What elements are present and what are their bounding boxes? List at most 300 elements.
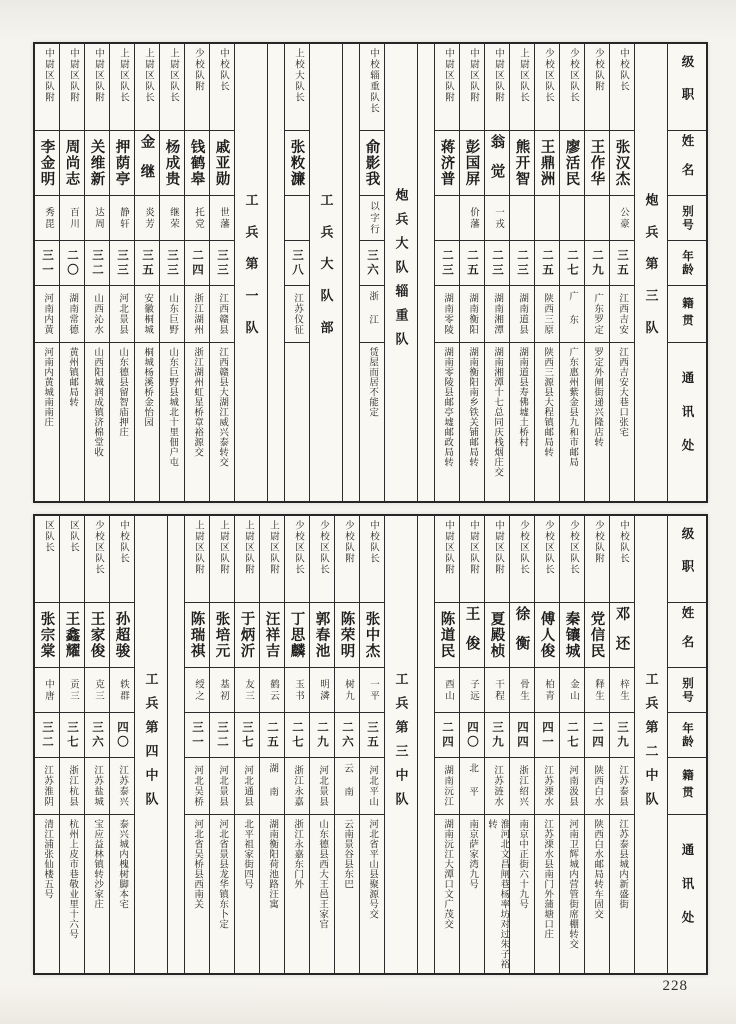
person-name-text: 丁思麟 bbox=[288, 611, 305, 659]
native-place-cell bbox=[585, 758, 609, 815]
alias-text: 静轩 bbox=[117, 206, 128, 230]
person-column bbox=[209, 516, 234, 973]
rank-cell bbox=[285, 516, 309, 603]
person-column bbox=[534, 516, 559, 973]
person-name-text: 秦镶城 bbox=[563, 611, 580, 659]
rank-cell bbox=[35, 516, 59, 603]
alias-text: 金山 bbox=[567, 678, 578, 702]
header-age-label: 年龄 bbox=[668, 713, 706, 758]
person-column bbox=[184, 516, 209, 973]
address-text: 宝应益林镇转沙家庄 bbox=[92, 819, 103, 909]
alias-text: 中唐 bbox=[42, 678, 53, 702]
native-place-text: 江西吉安 bbox=[617, 293, 628, 335]
address-text: 罗定外闸街递兴隆店转 bbox=[592, 347, 603, 447]
name-cell bbox=[60, 131, 84, 196]
native-place-text: 山西沁水 bbox=[92, 293, 103, 335]
address-cell bbox=[485, 815, 509, 973]
address-cell bbox=[285, 343, 309, 501]
name-cell bbox=[210, 603, 234, 668]
age-text: 二六 bbox=[341, 720, 353, 750]
age-text: 三二 bbox=[216, 720, 228, 750]
rank-cell bbox=[185, 44, 209, 131]
rank-text: 中校队长 bbox=[617, 48, 628, 92]
age-text: 二四 bbox=[191, 248, 203, 278]
address-cell bbox=[560, 815, 584, 973]
address-text: 湖南零陵县邮亭墟邮政局转 bbox=[442, 347, 453, 467]
person-name-text: 熊开智 bbox=[513, 139, 530, 187]
person-column bbox=[234, 516, 259, 973]
rank-cell bbox=[260, 516, 284, 603]
address-cell bbox=[110, 343, 134, 501]
address-cell bbox=[285, 815, 309, 973]
rank-text: 中尉区队附 bbox=[492, 520, 503, 575]
alias-cell bbox=[535, 668, 559, 713]
alias-text: 以字行 bbox=[367, 200, 378, 236]
person-name-text: 王俊 bbox=[463, 605, 480, 665]
rank-cell bbox=[310, 516, 334, 603]
person-name-text: 党信民 bbox=[588, 611, 605, 659]
rank-cell bbox=[610, 44, 634, 131]
address-text: 云南景谷县东巴 bbox=[342, 819, 353, 889]
alias-text: 柏青 bbox=[542, 678, 553, 702]
name-cell bbox=[235, 603, 259, 668]
address-text: 浙江永嘉东门外 bbox=[292, 819, 303, 889]
address-cell bbox=[510, 815, 534, 973]
header-native-label: 籍贯 bbox=[668, 758, 706, 815]
age-text: 三九 bbox=[491, 720, 503, 750]
name-cell bbox=[185, 131, 209, 196]
name-cell bbox=[610, 131, 634, 196]
alias-text: 树九 bbox=[342, 678, 353, 702]
address-text: 河南卫辉城内营管街席棚转交 bbox=[567, 819, 578, 949]
rank-text: 上尉区队长 bbox=[142, 48, 153, 103]
person-name-text: 廖活民 bbox=[563, 139, 580, 187]
alias-cell bbox=[210, 668, 234, 713]
person-column bbox=[359, 516, 384, 973]
rank-text: 上尉区队长 bbox=[167, 48, 178, 103]
address-cell bbox=[510, 343, 534, 501]
address-text: 江苏泰县城内新盛街 bbox=[617, 819, 628, 909]
person-column bbox=[559, 516, 584, 973]
header-rank-label: 级职 bbox=[668, 44, 706, 131]
address-cell bbox=[535, 815, 559, 973]
name-cell bbox=[360, 131, 384, 196]
name-cell bbox=[285, 603, 309, 668]
age-text: 二七 bbox=[566, 248, 578, 278]
age-text: 三三 bbox=[216, 248, 228, 278]
name-cell bbox=[35, 131, 59, 196]
native-place-cell bbox=[110, 286, 134, 343]
alias-cell bbox=[35, 196, 59, 241]
native-place-text: 江苏淮阴 bbox=[42, 765, 53, 807]
person-column bbox=[134, 44, 159, 501]
rank-text: 中尉区队附 bbox=[442, 520, 453, 575]
age-cell bbox=[285, 713, 309, 758]
age-cell bbox=[160, 241, 184, 286]
address-cell bbox=[210, 343, 234, 501]
alias-cell bbox=[335, 668, 359, 713]
rank-cell bbox=[610, 516, 634, 603]
name-cell bbox=[160, 131, 184, 196]
alias-text: 梓生 bbox=[617, 678, 628, 702]
rank-cell bbox=[235, 516, 259, 603]
address-cell bbox=[260, 815, 284, 973]
rank-text: 少校区队长 bbox=[517, 520, 528, 575]
age-cell bbox=[60, 713, 84, 758]
address-text: 淮河北文昌闸巷杨率坊对过朱子裕转 bbox=[486, 819, 509, 969]
name-cell bbox=[510, 603, 534, 668]
age-cell bbox=[60, 241, 84, 286]
address-cell bbox=[185, 815, 209, 973]
native-place-text: 浙江杭县 bbox=[67, 765, 78, 807]
address-cell bbox=[435, 343, 459, 501]
native-place-cell bbox=[510, 758, 534, 815]
native-place-text: 江苏仪征 bbox=[292, 293, 303, 335]
age-text: 二三 bbox=[516, 248, 528, 278]
person-name-text: 张敉濂 bbox=[288, 139, 305, 187]
rank-text: 区队长 bbox=[67, 520, 78, 553]
native-place-text: 陕西白水 bbox=[592, 765, 603, 807]
header-age-label: 年龄 bbox=[668, 241, 706, 286]
native-place-text: 江苏泰兴 bbox=[117, 765, 128, 807]
age-text: 三二 bbox=[41, 720, 53, 750]
address-text: 河北省景县龙华镇东卜定 bbox=[217, 819, 228, 929]
alias-cell bbox=[185, 668, 209, 713]
person-name-text: 王作华 bbox=[588, 139, 605, 187]
alias-cell bbox=[610, 196, 634, 241]
alias-cell bbox=[85, 196, 109, 241]
header-address-label: 通讯处 bbox=[680, 843, 694, 945]
address-cell bbox=[535, 343, 559, 501]
native-place-text: 浙江 bbox=[367, 290, 378, 338]
native-place-text: 湖南常德 bbox=[67, 293, 78, 335]
name-cell bbox=[535, 131, 559, 196]
native-place-text: 湖南湘潭 bbox=[492, 293, 503, 335]
spacer-column bbox=[167, 516, 184, 973]
alias-text: 基初 bbox=[217, 678, 228, 702]
rank-cell bbox=[535, 44, 559, 131]
name-cell bbox=[85, 603, 109, 668]
alias-cell bbox=[610, 668, 634, 713]
age-cell bbox=[435, 713, 459, 758]
alias-cell bbox=[510, 668, 534, 713]
person-column bbox=[584, 516, 609, 973]
person-column bbox=[434, 516, 459, 973]
native-place-cell bbox=[485, 758, 509, 815]
name-cell bbox=[335, 603, 359, 668]
rank-cell bbox=[510, 516, 534, 603]
person-column bbox=[509, 44, 534, 501]
address-text: 湖南湘潭十七总同庆栈烟庄交 bbox=[492, 347, 503, 477]
alias-cell bbox=[110, 196, 134, 241]
rank-cell bbox=[285, 44, 309, 131]
rank-text: 少校区队长 bbox=[567, 48, 578, 103]
address-text: 南京中正街六十九号 bbox=[517, 819, 528, 909]
name-cell bbox=[310, 603, 334, 668]
age-text: 三八 bbox=[291, 248, 303, 278]
native-place-cell bbox=[110, 758, 134, 815]
address-cell bbox=[35, 343, 59, 501]
rank-cell bbox=[210, 44, 234, 131]
alias-text: 百川 bbox=[67, 206, 78, 230]
alias-cell bbox=[310, 668, 334, 713]
age-text: 二四 bbox=[441, 720, 453, 750]
person-column bbox=[209, 44, 234, 501]
section-label-column bbox=[384, 44, 417, 501]
rank-cell bbox=[85, 44, 109, 131]
rank-text: 中尉区队附 bbox=[467, 520, 478, 575]
native-place-text: 湖南衡阳 bbox=[467, 293, 478, 335]
rank-cell bbox=[460, 44, 484, 131]
native-place-cell bbox=[185, 286, 209, 343]
address-cell bbox=[460, 343, 484, 501]
age-cell bbox=[360, 241, 384, 286]
rank-cell bbox=[35, 44, 59, 131]
field-header-column bbox=[667, 516, 706, 973]
native-place-text: 浙江湖州 bbox=[192, 293, 203, 335]
address-cell bbox=[610, 343, 634, 501]
person-column bbox=[159, 44, 184, 501]
section-label-text: 工兵第四中队 bbox=[143, 672, 159, 817]
native-place-text: 河北通县 bbox=[242, 765, 253, 807]
age-text: 二五 bbox=[266, 720, 278, 750]
age-text: 三二 bbox=[91, 248, 103, 278]
person-name-text: 周尚志 bbox=[63, 139, 80, 187]
spacer-column bbox=[417, 44, 434, 501]
age-cell bbox=[185, 713, 209, 758]
header-alias-label: 别号 bbox=[668, 196, 706, 241]
alias-cell bbox=[460, 668, 484, 713]
header-name-label: 姓名 bbox=[668, 131, 706, 196]
rank-text: 中尉区队附 bbox=[42, 48, 53, 103]
native-place-text: 江苏盐城 bbox=[92, 765, 103, 807]
address-text: 陕西白水邮局转车固交 bbox=[592, 819, 603, 919]
address-text: 赁屋而居不能定 bbox=[367, 347, 378, 417]
age-text: 三六 bbox=[91, 720, 103, 750]
header-alias-label: 别号 bbox=[668, 668, 706, 713]
person-name-text: 杨成贵 bbox=[163, 139, 180, 187]
age-cell bbox=[360, 713, 384, 758]
person-column bbox=[609, 516, 634, 973]
alias-text: 子远 bbox=[467, 678, 478, 702]
native-place-cell bbox=[535, 286, 559, 343]
alias-text: 轶群 bbox=[117, 678, 128, 702]
person-column bbox=[309, 516, 334, 973]
alias-cell bbox=[135, 196, 159, 241]
alias-text: 干程 bbox=[492, 678, 503, 702]
person-name-text: 王家俊 bbox=[88, 611, 105, 659]
name-cell bbox=[360, 603, 384, 668]
address-cell bbox=[110, 815, 134, 973]
name-cell bbox=[485, 603, 509, 668]
rank-text: 少校区队长 bbox=[567, 520, 578, 575]
age-text: 二三 bbox=[491, 248, 503, 278]
section-label-text: 炮兵第三队 bbox=[643, 192, 659, 353]
person-column bbox=[334, 516, 359, 973]
age-cell bbox=[585, 713, 609, 758]
age-text: 三三 bbox=[116, 248, 128, 278]
age-cell bbox=[435, 241, 459, 286]
alias-text: 公豪 bbox=[617, 206, 628, 230]
person-name-text: 汪祥吉 bbox=[263, 611, 280, 659]
native-place-cell bbox=[435, 286, 459, 343]
age-text: 二七 bbox=[566, 720, 578, 750]
rank-cell bbox=[335, 516, 359, 603]
rank-text: 上尉区队附 bbox=[192, 520, 203, 575]
rank-cell bbox=[585, 516, 609, 603]
alias-cell bbox=[60, 668, 84, 713]
field-header-column bbox=[667, 44, 706, 501]
person-column bbox=[284, 516, 309, 973]
address-text: 山东德县留智庙押庄 bbox=[117, 347, 128, 437]
native-place-text: 河北景县 bbox=[217, 765, 228, 807]
age-text: 三一 bbox=[41, 248, 53, 278]
address-cell bbox=[85, 343, 109, 501]
age-cell bbox=[485, 241, 509, 286]
age-cell bbox=[85, 241, 109, 286]
alias-cell bbox=[485, 668, 509, 713]
alias-text: 一平 bbox=[367, 678, 378, 702]
native-place-cell bbox=[560, 758, 584, 815]
person-column bbox=[434, 44, 459, 501]
address-text: 泰兴城内槐树脚本宅 bbox=[117, 819, 128, 909]
alias-cell bbox=[535, 196, 559, 241]
age-text: 二三 bbox=[441, 248, 453, 278]
person-name-text: 戚亚勋 bbox=[213, 139, 230, 187]
person-column bbox=[534, 44, 559, 501]
rank-cell bbox=[585, 44, 609, 131]
person-name-text: 张中杰 bbox=[363, 611, 380, 659]
native-place-cell bbox=[535, 758, 559, 815]
section-label-column bbox=[309, 44, 342, 501]
age-text: 三七 bbox=[241, 720, 253, 750]
native-place-cell bbox=[485, 286, 509, 343]
age-text: 三五 bbox=[141, 248, 153, 278]
person-column bbox=[59, 516, 84, 973]
address-cell bbox=[210, 815, 234, 973]
address-cell bbox=[60, 815, 84, 973]
rank-text: 上校大队长 bbox=[292, 48, 303, 103]
person-name-text: 张汉杰 bbox=[613, 139, 630, 187]
person-name-text: 陈瑞祺 bbox=[188, 611, 205, 659]
rank-text: 少校区队长 bbox=[542, 48, 553, 103]
age-cell bbox=[260, 713, 284, 758]
native-place-cell bbox=[310, 758, 334, 815]
spacer-column bbox=[417, 516, 434, 973]
name-cell bbox=[110, 131, 134, 196]
rank-text: 区队长 bbox=[42, 520, 53, 553]
alias-cell bbox=[110, 668, 134, 713]
person-column bbox=[109, 516, 134, 973]
rank-cell bbox=[435, 44, 459, 131]
address-text: 陕西三源县大程镇邮局转 bbox=[542, 347, 553, 457]
age-cell bbox=[535, 241, 559, 286]
age-cell bbox=[35, 713, 59, 758]
name-cell bbox=[35, 603, 59, 668]
age-cell bbox=[460, 713, 484, 758]
section-label-text: 工兵大队部 bbox=[318, 192, 334, 353]
rank-text: 上尉区队附 bbox=[267, 520, 278, 575]
alias-cell bbox=[460, 196, 484, 241]
person-column bbox=[559, 44, 584, 501]
person-column bbox=[459, 44, 484, 501]
rank-text: 中校队长 bbox=[217, 48, 228, 92]
alias-text: 继荣 bbox=[167, 206, 178, 230]
age-text: 二九 bbox=[316, 720, 328, 750]
address-text: 江苏溧水县南门外蒲塘口庄 bbox=[542, 819, 553, 939]
header-name-label: 姓名 bbox=[668, 603, 706, 668]
age-text: 四〇 bbox=[116, 720, 128, 750]
section-label-column bbox=[384, 516, 417, 973]
alias-cell bbox=[160, 196, 184, 241]
alias-text: 达周 bbox=[92, 206, 103, 230]
person-column bbox=[509, 516, 534, 973]
rank-text: 少校队附 bbox=[592, 520, 603, 564]
rank-cell bbox=[360, 516, 384, 603]
section-label-column bbox=[634, 516, 667, 973]
alias-cell bbox=[560, 668, 584, 713]
alias-text: 骨生 bbox=[517, 678, 528, 702]
age-text: 二五 bbox=[466, 248, 478, 278]
roster-table-upper bbox=[33, 42, 708, 503]
address-text: 河北省平山县聚源号交 bbox=[367, 819, 378, 919]
rank-text: 少校区队长 bbox=[317, 520, 328, 575]
native-place-cell bbox=[585, 286, 609, 343]
alias-cell bbox=[285, 196, 309, 241]
person-column bbox=[59, 44, 84, 501]
alias-text: 克三 bbox=[92, 678, 103, 702]
age-cell bbox=[610, 713, 634, 758]
alias-cell bbox=[510, 196, 534, 241]
address-text: 清江浦张仙楼五号 bbox=[42, 819, 53, 899]
person-name-text: 陈荣明 bbox=[338, 611, 355, 659]
address-cell bbox=[435, 815, 459, 973]
alias-cell bbox=[235, 668, 259, 713]
address-cell bbox=[460, 815, 484, 973]
age-text: 四〇 bbox=[466, 720, 478, 750]
native-place-text: 河北景县 bbox=[317, 765, 328, 807]
alias-cell bbox=[585, 668, 609, 713]
age-text: 四四 bbox=[516, 720, 528, 750]
alias-text: 贡三 bbox=[67, 678, 78, 702]
person-name-text: 徐衡 bbox=[513, 605, 530, 665]
rank-cell bbox=[85, 516, 109, 603]
address-text: 湖南衡阳南乡铁关铺邮局转 bbox=[467, 347, 478, 467]
address-cell bbox=[135, 343, 159, 501]
native-place-cell bbox=[235, 758, 259, 815]
address-text: 黄州镇邮局转 bbox=[67, 347, 78, 407]
native-place-text: 河北平山 bbox=[367, 765, 378, 807]
section-label-column bbox=[134, 516, 167, 973]
person-name-text: 押荫亭 bbox=[113, 139, 130, 187]
native-place-cell bbox=[35, 758, 59, 815]
age-cell bbox=[35, 241, 59, 286]
rank-text: 中尉区队附 bbox=[92, 48, 103, 103]
native-place-text: 广东 bbox=[567, 290, 578, 338]
address-text: 湖南沅江大潭口文广茂交 bbox=[442, 819, 453, 929]
alias-text: 炎芳 bbox=[142, 206, 153, 230]
address-text: 江西赣县大湖江威兴泰转交 bbox=[217, 347, 228, 467]
native-place-text: 浙江永嘉 bbox=[292, 765, 303, 807]
native-place-cell bbox=[460, 758, 484, 815]
header-address-label: 通讯处 bbox=[680, 371, 694, 473]
name-cell bbox=[585, 603, 609, 668]
person-name-text: 孙超骏 bbox=[113, 611, 130, 659]
rank-cell bbox=[210, 516, 234, 603]
alias-cell bbox=[360, 196, 384, 241]
address-text: 浙江湖州虹星桥章裕源交 bbox=[192, 347, 203, 457]
rank-text: 上尉区队长 bbox=[517, 48, 528, 103]
